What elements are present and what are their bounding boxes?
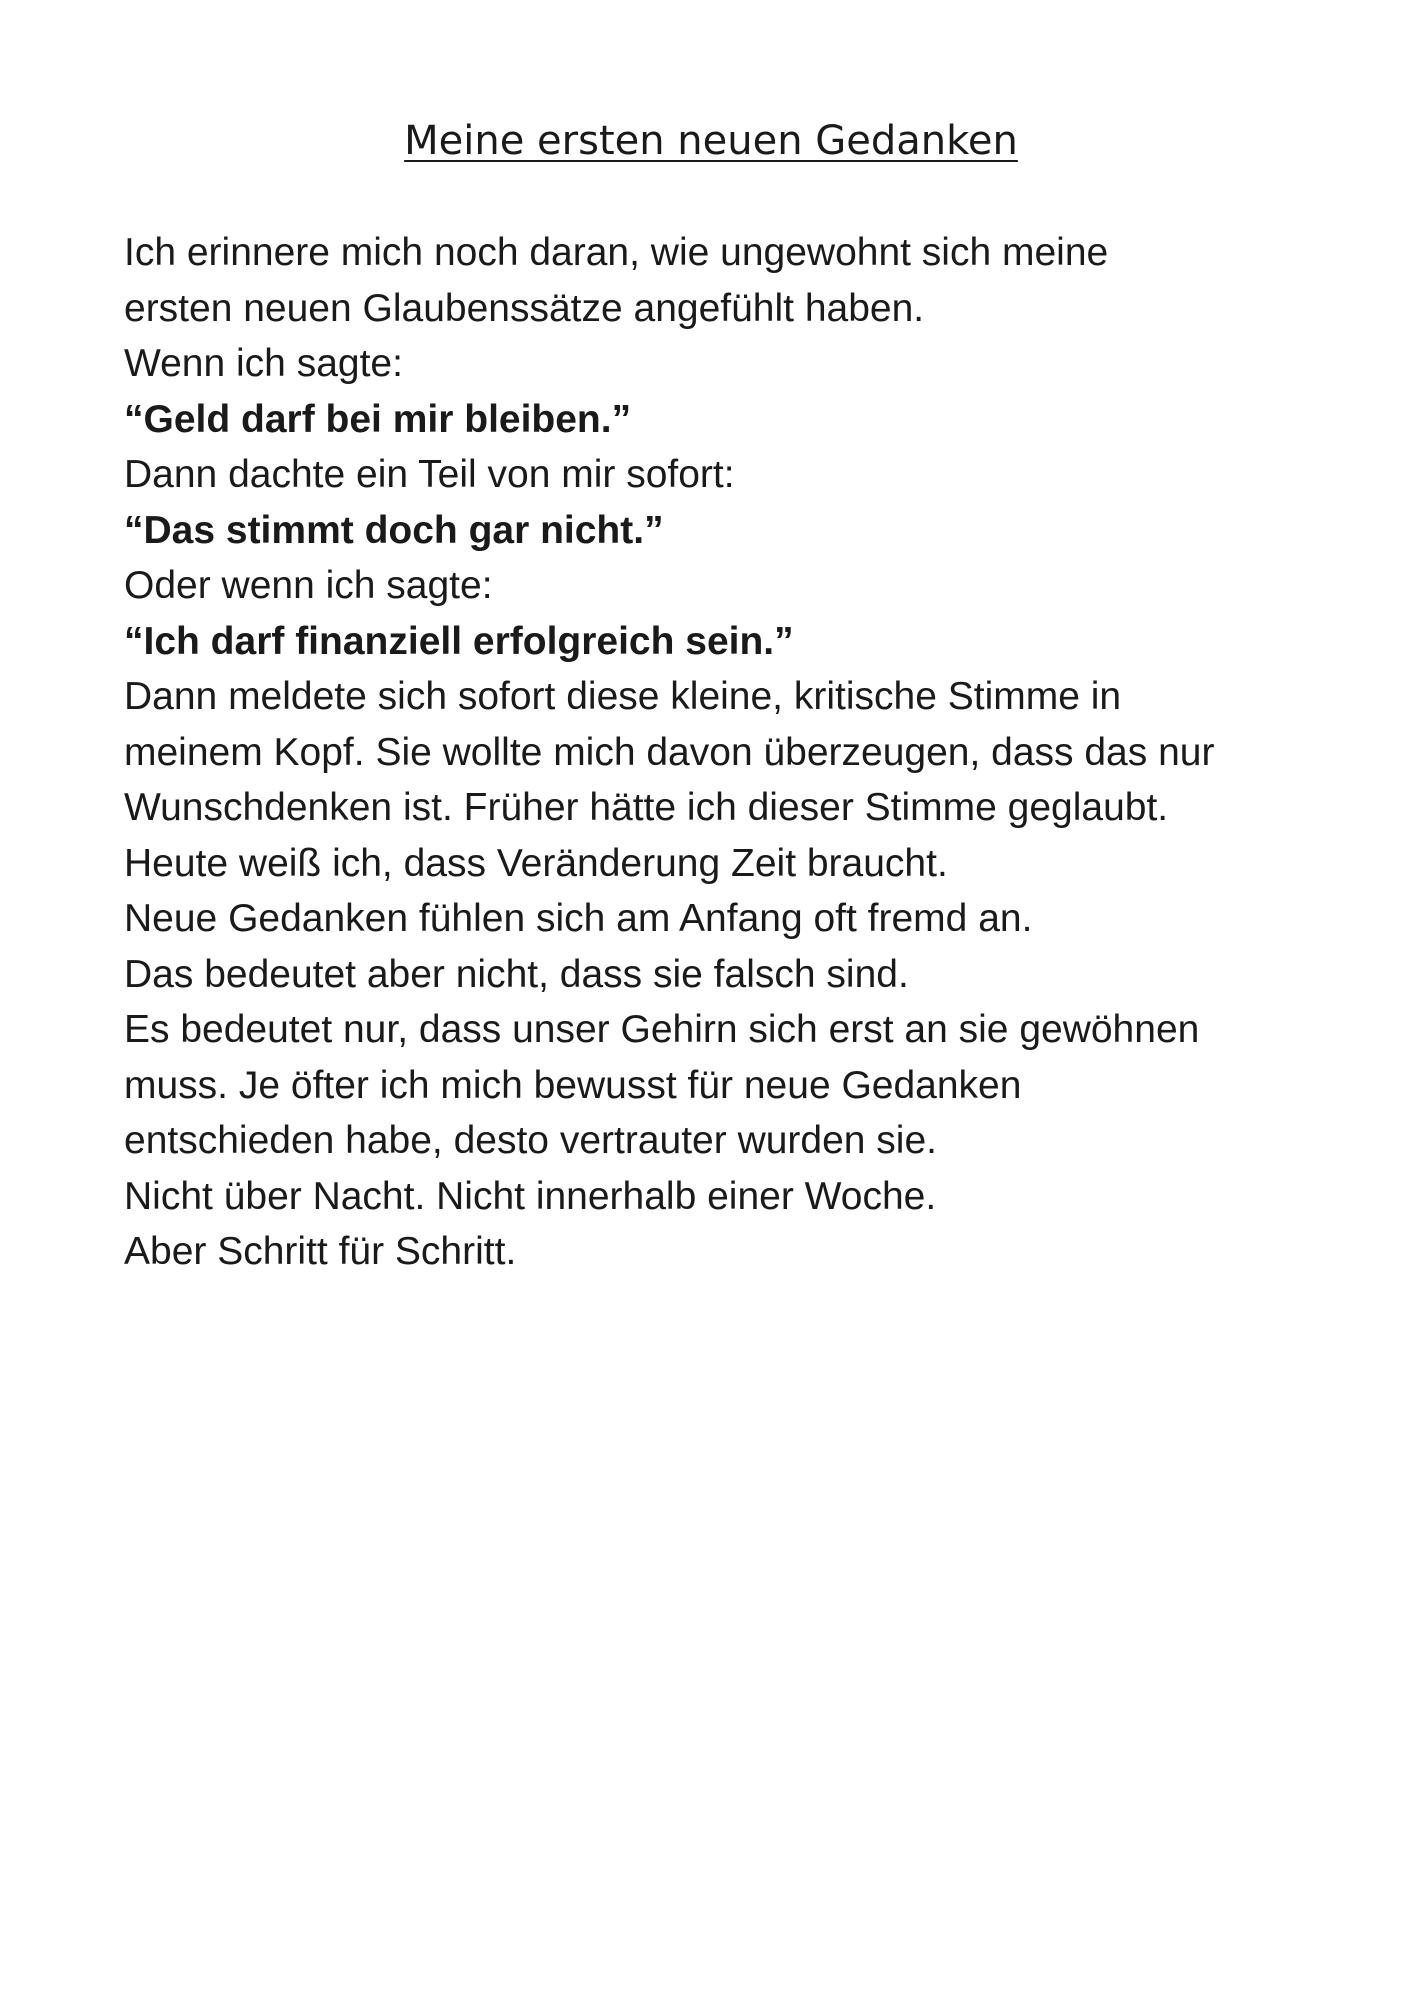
text-line: Aber Schritt für Schritt. [124, 1230, 517, 1273]
text-line: Es bedeutet nur, dass unser Gehirn sich erst an sie gewöhnen [124, 1008, 1200, 1051]
text-line: Dann meldete sich sofort diese kleine, kritische Stimme in [124, 675, 1122, 718]
text-line: Ich erinnere mich noch daran, wie ungewohnt sich meine [124, 231, 1109, 274]
text-line: Nicht über Nacht. Nicht innerhalb einer Woche. [124, 1174, 937, 1218]
text-line: Wunschdenken ist. Früher hätte ich dieser Stimme geglaubt. [124, 786, 1169, 829]
quote-line: “Das stimmt doch gar nicht.” [124, 508, 664, 552]
text-line: meinem Kopf. Sie wollte mich davon überzeugen, dass das nur [124, 730, 1215, 774]
text-line: Das bedeutet aber nicht, dass sie falsch sind. [124, 952, 909, 996]
text-line: Dann dachte ein Teil von mir sofort: [124, 453, 735, 496]
text-line: ersten neuen Glaubenssätze angefühlt haben. [124, 286, 925, 330]
text-line: entschieden habe, desto vertrauter wurden sie. [124, 1119, 938, 1162]
body-text [124, 225, 1364, 1280]
text-line: Neue Gedanken fühlen sich am Anfang oft fremd an. [124, 897, 1033, 940]
quote-line: “Ich darf finanziell erfolgreich sein.” [124, 619, 794, 663]
text-line: Oder wenn ich sagte: [124, 564, 493, 607]
page-title: Meine ersten neuen Gedanken [404, 118, 1018, 164]
quote-line: “Geld darf bei mir bleiben.” [124, 397, 632, 441]
text-line: Wenn ich sagte: [124, 342, 403, 385]
text-line: muss. Je öfter ich mich bewusst für neue Gedanken [124, 1063, 1022, 1107]
text-line: Heute weiß ich, dass Veränderung Zeit braucht. [124, 841, 948, 885]
